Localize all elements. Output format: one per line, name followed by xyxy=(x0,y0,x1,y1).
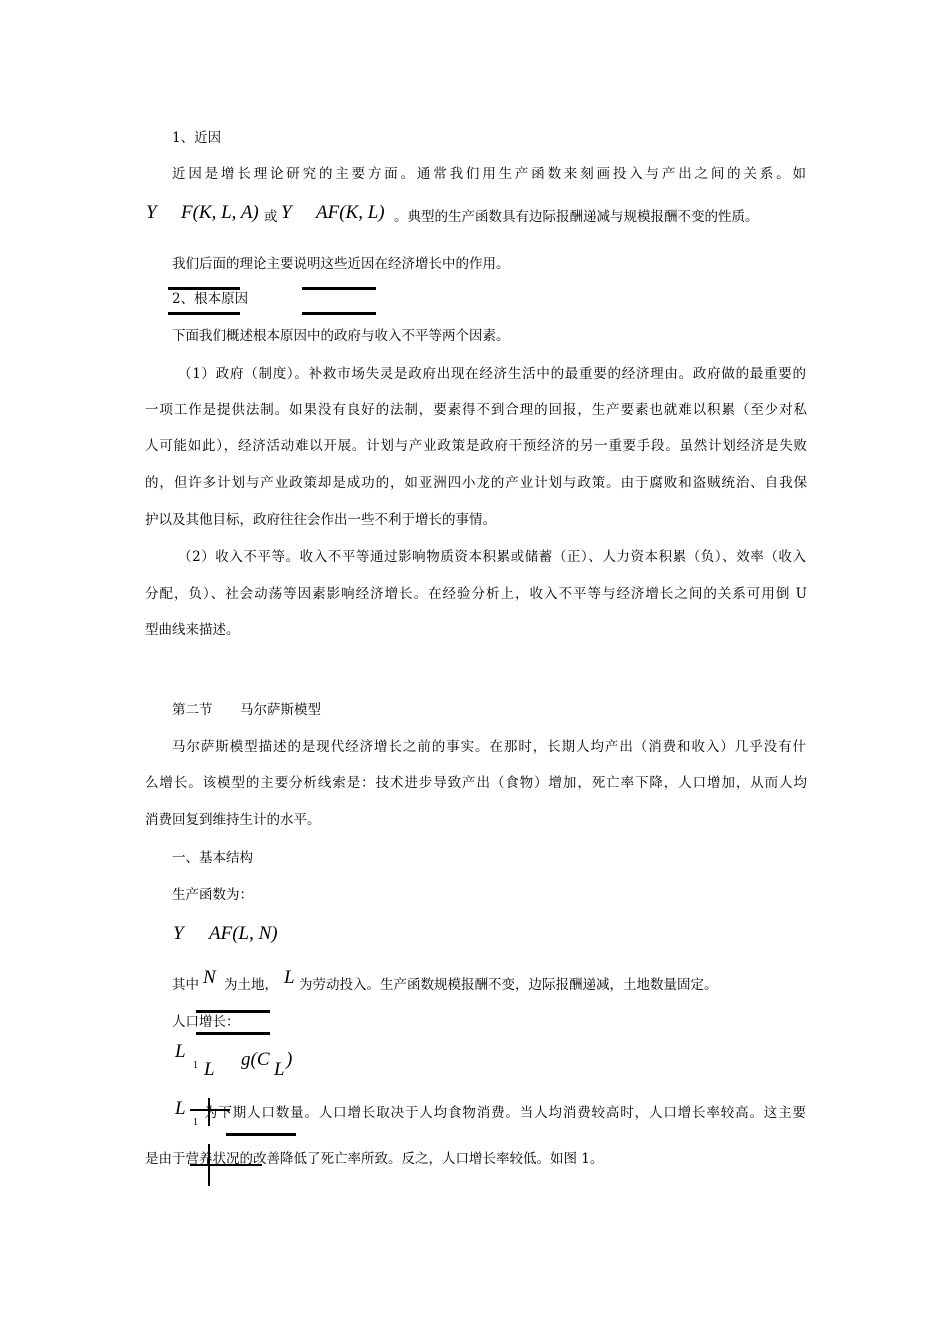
population-paragraph-line: 为下期人口数量。人口增长取决于人均食物消费。当人均消费较高时，人口增长率较高。这主要 xyxy=(204,1105,806,1121)
equation-y-af-kl xyxy=(281,201,292,225)
section-title: 马尔萨斯模型 xyxy=(240,702,321,718)
eq-af-kl: AF(K, L) xyxy=(316,202,385,223)
equation-af-ln-rhs xyxy=(209,922,278,946)
production-function-label: 生产函数为： xyxy=(172,887,253,903)
equation-y-f-kla xyxy=(146,201,157,225)
government-line: 一项工作是提供法制。如果没有良好的法制，要素得不到合理的回报，生产要素也就难以积累（至少对私 xyxy=(145,402,807,418)
inequality-line: 分配，负）、社会动荡等因素影响经济增长。在经验分析上，收入不平等与经济增长之间的关系可用倒 U xyxy=(145,586,807,602)
redaction-bar xyxy=(302,287,376,290)
eq-pop-close: ) xyxy=(286,1049,293,1070)
eq-pop-l3: L xyxy=(274,1059,285,1080)
redaction-bar xyxy=(168,312,240,315)
equation-af-kl-rhs xyxy=(316,201,385,225)
eq-y: Y xyxy=(146,202,157,223)
where-text-a: 其中 xyxy=(172,977,199,993)
eq-pop-g: g(C xyxy=(241,1049,270,1070)
eq-f-kla: F(K, L, A) xyxy=(181,202,259,223)
where-text-b: 为土地， xyxy=(224,977,278,993)
paragraph-proximate-causes-2: 我们后面的理论主要说明这些近因在经济增长中的作用。 xyxy=(172,256,510,272)
eq-pop-l2: L xyxy=(204,1059,215,1080)
paragraph-fundamental-causes-intro: 下面我们概述根本原因中的政府与收入不平等两个因素。 xyxy=(172,328,510,344)
malthus-line: 消费回复到维持生计的水平。 xyxy=(145,812,321,828)
symbol-l-next: L xyxy=(175,1098,186,1119)
inequality-line: 型曲线来描述。 xyxy=(145,622,240,638)
eq-y2: Y xyxy=(281,202,292,223)
equation-y-af-ln xyxy=(173,922,184,946)
redaction-bar xyxy=(196,1032,270,1035)
paragraph-proximate-causes-1: 近因是增长理论研究的主要方面。通常我们用生产函数来刻画投入与产出之间的关系。如 xyxy=(172,166,806,182)
population-growth-label: 人口增长： xyxy=(172,1014,240,1030)
or-word: 或 xyxy=(264,209,278,225)
eq-y3: Y xyxy=(173,923,184,944)
eq-pop-sub: 1 xyxy=(193,1060,198,1071)
where-text-c: 为劳动投入。生产函数规模报酬不变，边际报酬递减，土地数量固定。 xyxy=(299,977,718,993)
heading-basic-structure: 一、基本结构 xyxy=(172,850,253,866)
redaction-bar xyxy=(226,1133,296,1136)
government-line: 人可能如此），经济活动难以开展。计划与产业政策是政府干预经济的另一重要手段。虽然计划经济是失败 xyxy=(145,438,807,454)
malthus-line: 么增长。该模型的主要分析线索是：技术进步导致产出（食物）增加，死亡率下降，人口增加，从而人均 xyxy=(145,775,807,791)
malthus-line: 马尔萨斯模型描述的是现代经济增长之前的事实。在那时，长期人均产出（消费和收入）几乎没有什 xyxy=(172,739,806,755)
heading-fundamental-causes: 2、根本原因 xyxy=(172,291,249,307)
population-paragraph-line: 是由于营养状况的改善降低了死亡率所致。反之，人口增长率较低。如图 1。 xyxy=(145,1151,604,1167)
symbol-n: N xyxy=(203,967,216,988)
heading-proximate-causes: 1、近因 xyxy=(172,130,222,146)
eq-pop-l: L xyxy=(175,1041,186,1062)
inequality-line: （2）收入不平等。收入不平等通过影响物质资本积累或储蓄（正）、人力资本积累（负）、效率（收入 xyxy=(178,549,806,565)
symbol-l-next-sub: 1 xyxy=(193,1117,198,1128)
redaction-bar xyxy=(302,312,376,315)
equation-f-kla-rhs xyxy=(181,201,259,225)
section-number: 第二节 xyxy=(172,702,213,718)
government-line: 的，但许多计划与产业政策却是成功的，如亚洲四小龙的产业计划与政策。由于腐败和盗贼统治、自我保 xyxy=(145,475,807,491)
paragraph-proximate-causes-tail: 。典型的生产函数具有边际报酬递减与规模报酬不变的性质。 xyxy=(394,209,759,225)
eq-af-ln: AF(L, N) xyxy=(209,923,278,944)
government-line: 护以及其他目标，政府往往会作出一些不利于增长的事情。 xyxy=(145,512,496,528)
government-line: （1）政府（制度）。补救市场失灵是政府出现在经济生活中的最重要的经济理由。政府做的最重要的 xyxy=(178,366,806,382)
symbol-l: L xyxy=(284,967,295,988)
